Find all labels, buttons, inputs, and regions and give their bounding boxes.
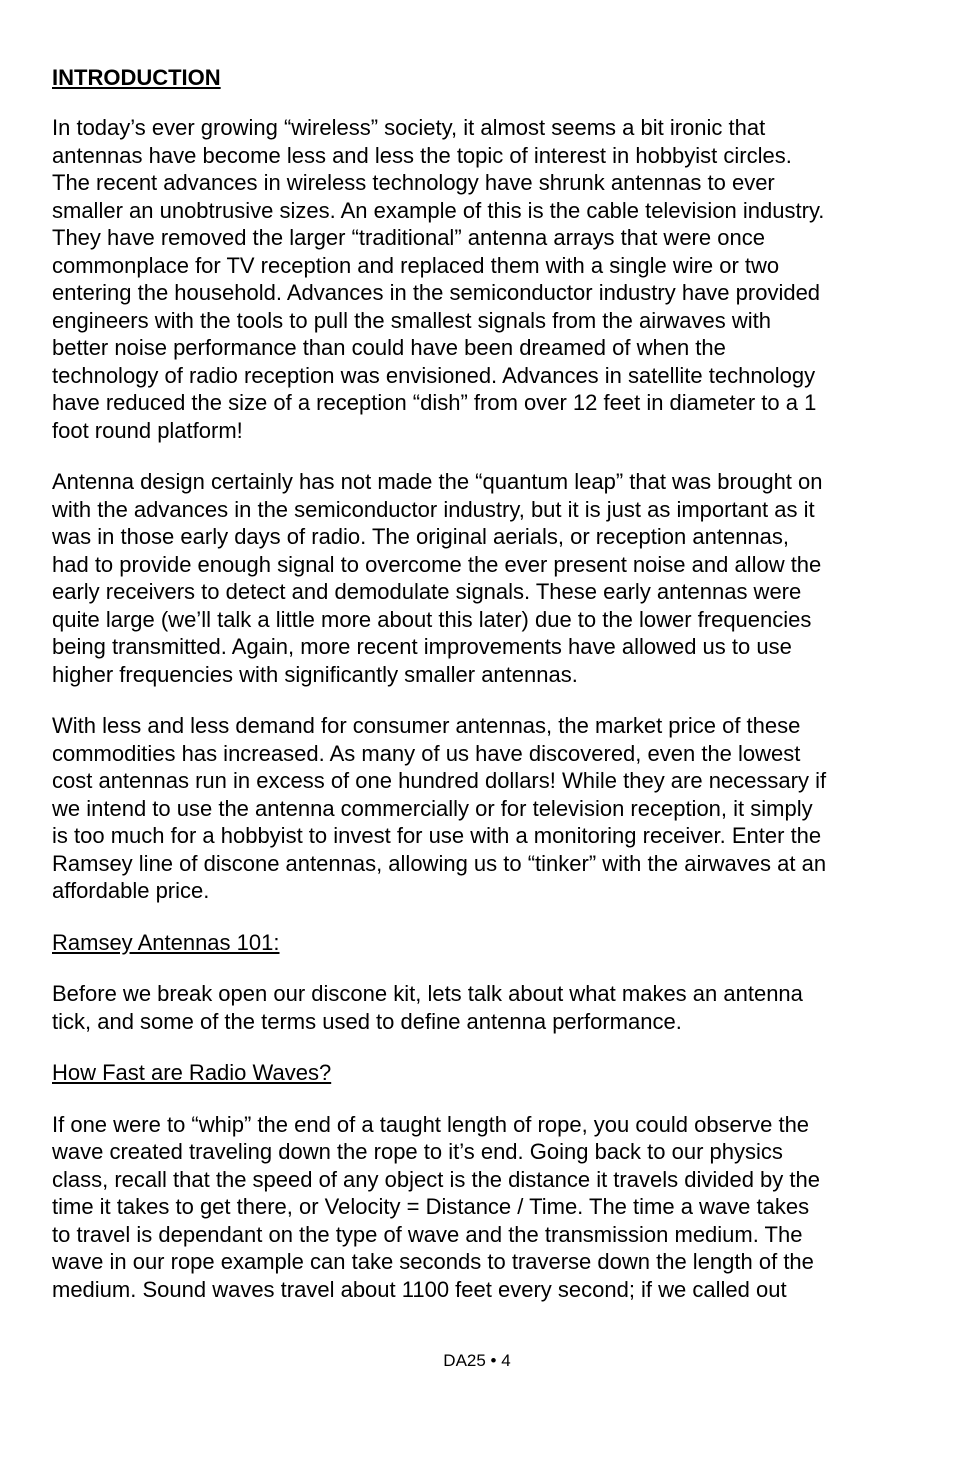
text-line: we intend to use the antenna commercially or for television reception, it simply [52,795,813,821]
text-line: antennas have become less and less the topic of interest in hobbyist circles. [52,142,792,168]
text-line: medium. Sound waves travel about 1100 feet every second; if we called out [52,1276,787,1302]
text-line: The recent advances in wireless technology have shrunk antennas to ever [52,170,775,195]
text-line: Before we break open our discone kit, lets talk about what makes an antenna [52,981,803,1006]
text-line: with the advances in the semiconductor industry, but it is just as important as it [52,496,815,522]
text-line: commonplace for TV reception and replaced them with a single wire or two [52,252,780,278]
page-footer: DA25 • 4 [443,1351,511,1370]
paragraph-2 [52,468,912,688]
text-line: In today’s ever growing “wireless” society, it almost seems a bit ironic that [52,115,766,140]
document-page [52,64,912,1327]
text-line: is too much for a hobbyist to invest for use with a monitoring receiver. Enter the [52,823,822,848]
text-line: time it takes to get there, or Velocity = Distance / Time. The time a wave takes [52,1194,810,1219]
text-line: With less and less demand for consumer antennas, the market price of these [52,713,801,738]
section-heading: INTRODUCTION [52,65,221,90]
subheading-ramsey-antennas: Ramsey Antennas 101: [52,929,280,955]
text-line: If one were to “whip” the end of a taught length of rope, you could observe the [52,1111,810,1137]
text-line: Antenna design certainly has not made the “quantum leap” that was brought on [52,469,823,494]
text-line: wave in our rope example can take seconds to traverse down the length of the [52,1249,814,1274]
text-line: They have removed the larger “traditional” antenna arrays that were once [52,225,765,250]
text-line: better noise performance than could have been dreamed of when the [52,335,726,360]
text-line: class, recall that the speed of any object is the distance it travels divided by the [52,1166,820,1192]
text-line: foot round platform! [52,417,243,443]
text-line: have reduced the size of a reception “dish” from over 12 feet in diameter to a 1 [52,390,817,415]
text-line: wave created traveling down the rope to it’s end. Going back to our physics [52,1139,783,1164]
text-line: was in those early days of radio. The original aerials, or reception antennas, [52,524,790,549]
text-line: early receivers to detect and demodulate signals. These early antennas were [52,579,802,604]
text-line: commodities has increased. As many of us have discovered, even the lowest [52,740,801,766]
text-line: smaller an unobtrusive sizes. An example of this is the cable television industry. [52,197,825,223]
paragraph-5 [52,1111,912,1304]
text-line: engineers with the tools to pull the smallest signals from the airwaves with [52,307,772,333]
text-line: being transmitted. Again, more recent improvements have allowed us to use [52,634,792,659]
text-line: affordable price. [52,878,210,903]
text-line: Ramsey line of discone antennas, allowing us to “tinker” with the airwaves at an [52,850,827,876]
text-line: cost antennas run in excess of one hundred dollars! While they are necessary if [52,768,827,793]
text-line: technology of radio reception was envisioned. Advances in satellite technology [52,362,816,388]
text-line: higher frequencies with significantly smaller antennas. [52,661,578,687]
text-line: tick, and some of the terms used to define antenna performance. [52,1008,682,1034]
paragraph-4 [52,980,912,1035]
paragraph-3 [52,712,912,905]
paragraph-1 [52,114,912,444]
text-line: had to provide enough signal to overcome the ever present noise and allow the [52,551,822,577]
text-line: entering the household. Advances in the semiconductor industry have provided [52,280,821,305]
text-line: quite large (we’ll talk a little more about this later) due to the lower frequencies [52,606,812,632]
text-line: to travel is dependant on the type of wave and the transmission medium. The [52,1221,803,1247]
subheading-radio-waves: How Fast are Radio Waves? [52,1060,332,1085]
